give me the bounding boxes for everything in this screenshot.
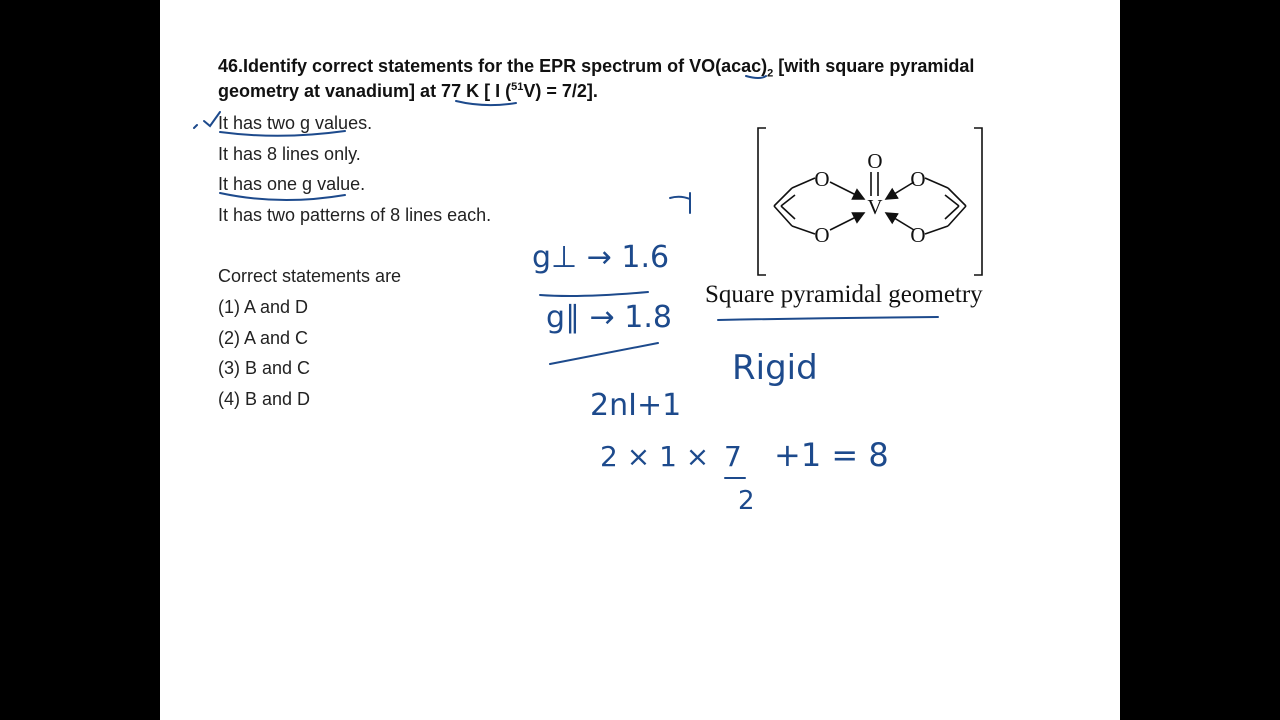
statement-c: It has one g value. xyxy=(218,174,366,194)
oxo-atom-label: O xyxy=(867,149,883,173)
statement-a: It has two g values. xyxy=(218,113,373,133)
handwritten-rigid: Rigid xyxy=(732,348,818,388)
check-mark-icon xyxy=(204,112,220,126)
option-4: (4) B and D xyxy=(218,389,311,409)
handwritten-fraction-numerator: 7 xyxy=(724,440,742,473)
arrow-mark-icon xyxy=(670,193,690,213)
o-atom-label: O xyxy=(814,167,830,191)
handwritten-g-perpendicular: g⊥ → 1.6 xyxy=(532,240,670,275)
handwritten-calc-right: +1 = 8 xyxy=(774,436,889,474)
underline-statement-a xyxy=(220,131,345,136)
underline-caption xyxy=(718,317,938,320)
handwritten-ink-layer xyxy=(160,0,1120,720)
option-1: (1) A and D xyxy=(218,297,309,317)
question-line-1: 46.Identify correct statements for the EPR spectrum of $VO(acac)_2$ [with square pyramidal xyxy=(218,56,975,80)
structure-caption: Square pyramidal geometry xyxy=(705,281,983,308)
o-atom-label: O xyxy=(910,223,926,247)
correct-statements-prompt: Correct statements are xyxy=(218,266,402,286)
statement-d: It has two patterns of 8 lines each. xyxy=(218,205,492,225)
underline-77k xyxy=(456,101,516,105)
statement-b: It has 8 lines only. xyxy=(218,144,361,164)
underline-g-parallel xyxy=(550,343,658,364)
slide-page xyxy=(160,0,1120,720)
o-atom-label: O xyxy=(814,223,830,247)
question-line-2: geometry at vanadium] at 77 K [ I ($^{51}$V) = 7/2]. xyxy=(218,81,598,101)
handwritten-calc-left: 2 × 1 × xyxy=(600,440,710,473)
handwritten-fraction-denominator: 2 xyxy=(738,486,755,516)
o-atom-label: O xyxy=(910,167,926,191)
option-3: (3) B and C xyxy=(218,358,311,378)
handwritten-g-parallel: g∥ → 1.8 xyxy=(546,300,672,335)
tick-mark xyxy=(194,125,197,128)
underline-statement-c xyxy=(220,193,345,200)
underline-acac xyxy=(746,76,766,78)
option-2: (2) A and C xyxy=(218,328,309,348)
vanadium-atom-label: V xyxy=(867,195,883,219)
underline-g-perpendicular xyxy=(540,292,648,296)
handwritten-formula: 2nI+1 xyxy=(590,388,682,423)
